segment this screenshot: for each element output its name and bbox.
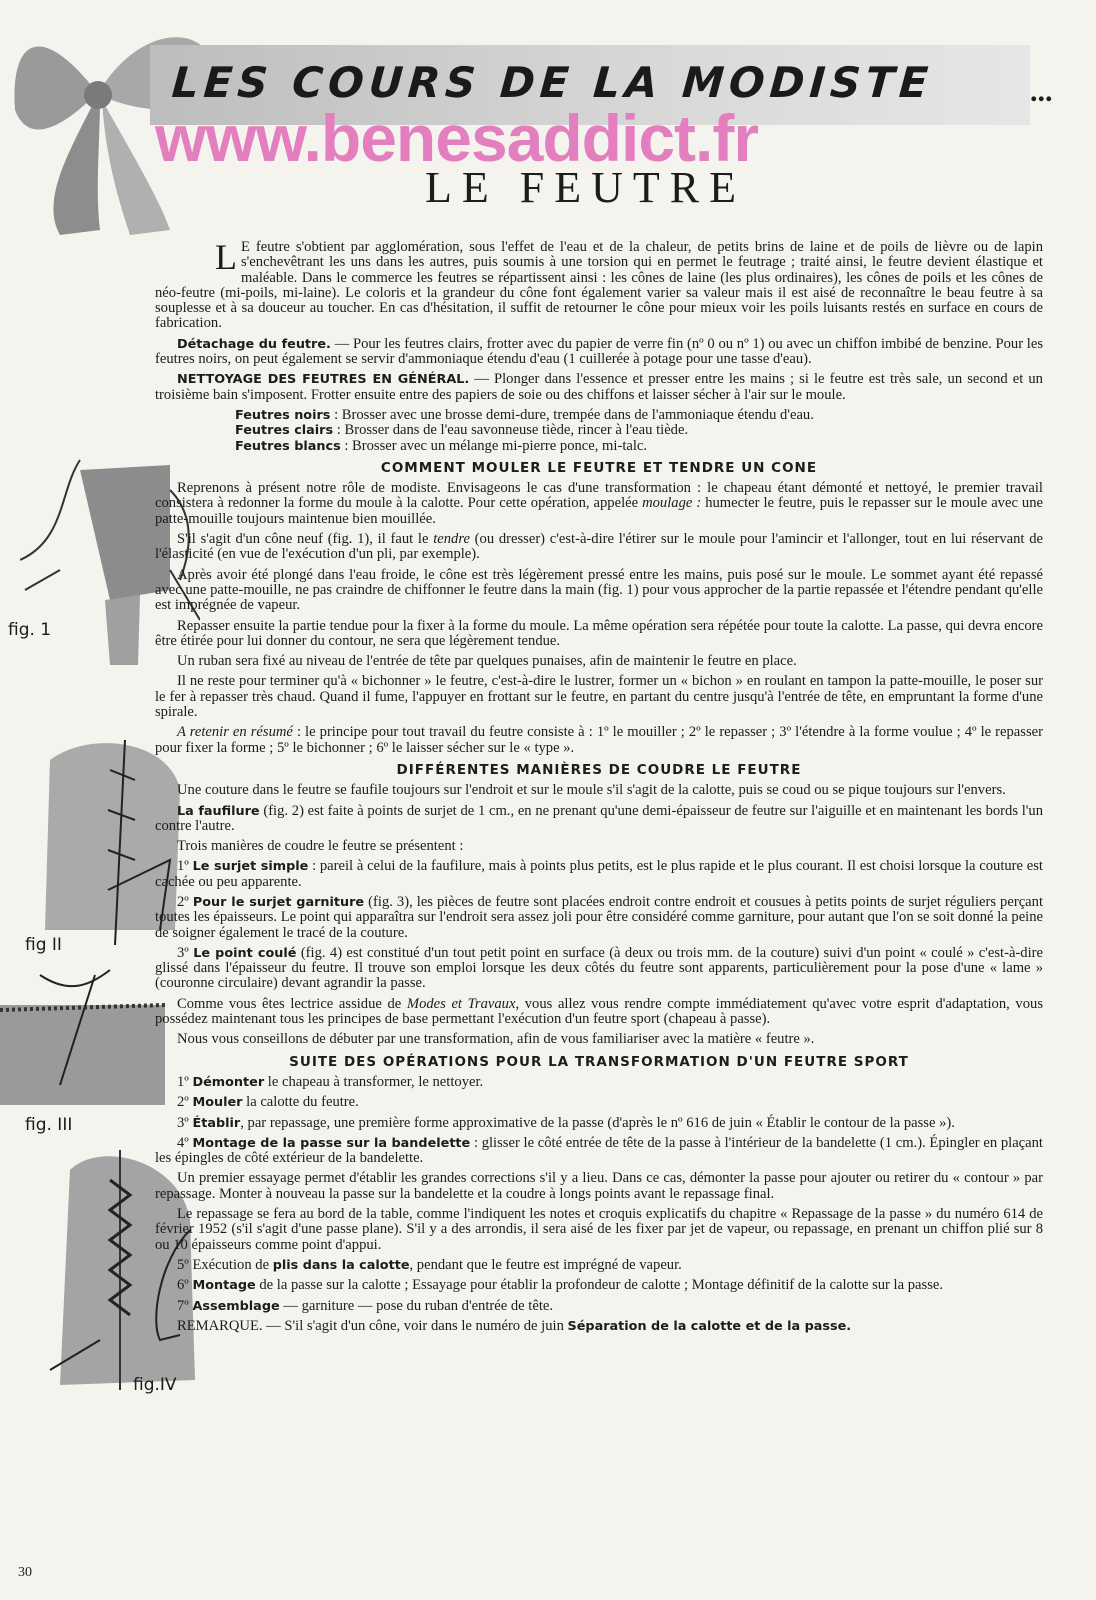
- paragraph: [155, 619, 1043, 650]
- text-run: : Brosser avec un mélange mi-pierre ponce, mi-talc.: [340, 437, 648, 454]
- figure-2-label: fig II: [25, 935, 62, 955]
- figure-4-label: fig.IV: [133, 1375, 177, 1395]
- text-run: , pendant que le feutre est imprégné de vapeur.: [409, 1256, 682, 1273]
- paragraph: [155, 997, 1043, 1028]
- section-heading: DIFFÉRENTES MANIÈRES DE COUDRE LE FEUTRE: [396, 761, 802, 778]
- text-run: 2º: [177, 893, 193, 910]
- text-run: , vous allez vous rendre compte immédiatement qu'avec votre esprit d'adaptation, vous possédez maintenant tous les principes de base permettant l'exécution d'un feutre sport (chapeau à passe).: [155, 995, 1044, 1028]
- paragraph: [155, 1075, 1043, 1090]
- text-run: : Brosser avec une brosse demi-dure, trempée dans de l'ammoniaque étendu d'eau.: [330, 406, 814, 423]
- article-subtitle: LE FEUTRE: [425, 163, 746, 212]
- bold-lead: Pour le surjet garniture: [192, 894, 365, 910]
- text-run: (fig. 4) est constitué d'un tout petit point en surface (à deux ou trois mm. de la couture) suivi d'un point « coulé » c'est-à-dire glissé dans l'épaisseur du feutre. Il trouve son emploi lorsque les deux côtés du feutre sont apparents, particulièrement pour la pose d'une « lame » (couronne circulaire) devant agrandir la passe.: [155, 944, 1043, 992]
- text-run: Un premier essayage permet d'établir les grandes corrections s'il y a lieu. Dans ce cas, démonter la passe pour ajouter ou retirer du « contour » par repassage. Monter à nouveau la passe sur la bandelette et la coudre à longs points avant le repassage final.: [155, 1170, 1043, 1202]
- text-run: 1º: [177, 858, 193, 875]
- italic-text: A retenir en résumé: [177, 724, 293, 741]
- text-run: : Brosser dans de l'eau savonneuse tiède, rincer à l'eau tiède.: [333, 422, 689, 439]
- text-run: 7º: [177, 1297, 193, 1314]
- bold-lead: Le point coulé: [193, 945, 297, 961]
- italic-text: Modes et Travaux: [406, 995, 516, 1012]
- bold-lead: Démonter: [192, 1074, 265, 1090]
- text-run: 3º: [177, 944, 194, 961]
- bold-lead: La faufilure: [177, 803, 260, 819]
- text-run: (ou dresser) c'est-à-dire l'étirer sur le moule pour l'amincir et l'allonger, tout en lui réservant de l'élasticité (en vue de l'exécution d'un pli, par exemple).: [155, 531, 1043, 563]
- page-number: 30: [18, 1565, 32, 1580]
- paragraph: [155, 1116, 1043, 1131]
- bold-lead: plis dans la calotte: [272, 1257, 410, 1273]
- paragraph: [155, 1299, 1043, 1314]
- bold-lead: Séparation de la calotte et de la passe.: [567, 1318, 852, 1334]
- paragraph: [155, 481, 1043, 527]
- figure-3-label: fig. III: [25, 1115, 73, 1135]
- paragraph: [155, 532, 1043, 563]
- section-heading: COMMENT MOULER LE FEUTRE ET TENDRE UN CONE: [380, 459, 818, 476]
- paragraph: [155, 568, 1043, 614]
- text-run: : glisser le côté entrée de tête de la passe à l'intérieur de la bandelette (1 cm.). Épingler en plaçant les épingles de côté extérieur de la bandelette.: [155, 1134, 1043, 1167]
- text-run: Nous vous conseillons de débuter par une transformation, afin de vous familiariser avec la matière « feutre ».: [177, 1031, 815, 1048]
- page-title: LES COURS DE LA MODISTE: [170, 58, 935, 107]
- list-item: [235, 423, 1043, 438]
- paragraph: [155, 372, 1043, 403]
- list-item: [235, 408, 1043, 423]
- bold-lead: Établir: [192, 1115, 241, 1131]
- cleaning-list: [235, 408, 1043, 454]
- paragraph: [155, 859, 1043, 890]
- text-run: 2º: [177, 1094, 193, 1111]
- text-run: Une couture dans le feutre se faufile toujours sur l'endroit et sur le moule s'il s'agit de la calotte, puis se coud ou se pique toujours sur l'envers.: [177, 782, 1006, 799]
- paragraph: [155, 804, 1043, 835]
- text-run: 6º: [177, 1277, 193, 1294]
- paragraph: [155, 1095, 1043, 1110]
- text-run: Le repassage se fera au bord de la table, comme l'indiquent les notes et croquis explicatifs du chapitre « Repassage de la passe » du numéro 614 de février 1952 (s'il s'agit d'une passe plane). S'il y a des arrondis, il sera aisé de les fixer par jet de vapeur, ou repassage, en prenant un chiffon plié sur 8 ou 10 épaisseurs comme point d'appui.: [155, 1206, 1043, 1253]
- text-run: — Plonger dans l'essence et presser entre les mains ; si le feutre est très sale, un second et un troisième bain s'imposent. Frotter ensuite entre des papiers de soie ou des chiffons et laisser sécher à l'air sur le moule.: [155, 371, 1043, 403]
- bold-lead: Le surjet simple: [192, 859, 309, 875]
- text-run: 1º: [177, 1073, 193, 1090]
- bold-lead: Montage de la passe sur la bandelette: [192, 1135, 471, 1151]
- text-run: : pareil à celui de la faufilure, mais à points plus petits, est le plus rapide et le plus courant. Il est choisi lorsque la couture est cachée ou peu apparente.: [155, 858, 1043, 890]
- figure-1-label: fig. 1: [8, 620, 52, 640]
- paragraph: [155, 674, 1043, 720]
- text-run: le chapeau à transformer, le nettoyer.: [264, 1073, 484, 1090]
- text-run: de la passe sur la calotte ; Essayage pour établir la profondeur de calotte ; Montage définitif de la calotte sur la passe.: [255, 1277, 943, 1294]
- bold-lead: Feutres blancs: [235, 438, 341, 454]
- paragraph: [155, 1136, 1043, 1167]
- bold-lead: Détachage du feutre.: [177, 336, 331, 352]
- italic-text: tendre: [433, 531, 470, 548]
- paragraph: [155, 1032, 1043, 1047]
- text-run: — Pour les feutres clairs, frotter avec du papier de verre fin (nº 0 ou nº 1) ou avec un chiffon imbibé de benzine. Pour les feutres noirs, on peut également se servir d'ammoniaque étendu d'eau (1 cuillerée à potage pour une tasse d'eau).: [155, 335, 1043, 368]
- paragraph: [155, 1207, 1043, 1253]
- paragraph: [155, 1171, 1043, 1202]
- bold-lead: NETTOYAGE DES FEUTRES EN GÉNÉRAL.: [177, 372, 470, 388]
- paragraph: [155, 946, 1043, 992]
- paragraph: [155, 895, 1043, 941]
- text-run: 5º Exécution de: [177, 1256, 273, 1273]
- paragraph: [155, 1319, 1043, 1334]
- list-item: [235, 439, 1043, 454]
- watermark: www.benesaddict.fr: [155, 101, 759, 175]
- text-run: , par repassage, une première forme approximative de la passe (d'après le nº 616 de juin « Établir le contour de la passe »).: [240, 1114, 955, 1131]
- text-run: Il ne reste pour terminer qu'à « bichonner » le feutre, c'est-à-dire le lustrer, former un « bichon » en roulant en tampon la patte-mouille, le poser sur le fer à repasser très chaud. Quand il fume, l'appuyer en frottant sur le feutre, en partant du centre jusqu'à l'entrée de tête, en empruntant la forme d'une spirale.: [155, 673, 1043, 721]
- text-run: Repasser ensuite la partie tendue pour la fixer à la forme du moule. La même opération sera répétée pour toute la calotte. La passe, qui devra encore être étirée pour lui donner du contour, ne sera que légèrement tendue.: [155, 617, 1043, 649]
- text-run: REMARQUE. — S'il s'agit d'un cône, voir dans le numéro de juin: [177, 1317, 568, 1334]
- section-heading: SUITE DES OPÉRATIONS POUR LA TRANSFORMATION D'UN FEUTRE SPORT: [289, 1053, 909, 1070]
- text-run: Comme vous êtes lectrice assidue de: [177, 995, 407, 1012]
- text-run: E feutre s'obtient par agglomération, sous l'effet de l'eau et de la chaleur, de petits brins de laine et de poils de lièvre ou de lapin s'enchevêtrant les uns dans les autres, puis soumis à une torsion qui en permet le feutrage ; traité ainsi, le feutre devient élastique et maléable. Dans le commerce les feutres se répartissent ainsi : les cônes de laine (les plus ordinaires), les cônes de poils et les cônes de néo-feutre (mi-poils, mi-laine). Le coloris et la grandeur du cône font également varier sa valeur mais il est aisé de reconnaître le beau feutre à sa souplesse et à sa douceur au toucher. En cas d'hésitation, il suffit de retourner le cône pour mieux voir les poils luisants restés en surface en cours de fabrication.: [155, 239, 1043, 332]
- text-run: Après avoir été plongé dans l'eau froide, le cône est très légèrement pressé entre les mains, puis posé sur le moule. Le sommet ayant été repassé avec une patte-mouille, ne pas craindre de chiffonner le feutre dans la main (fig. 1) pour vous approcher de la partie repassée et l'étendre pendant qu'elle est imprégnée de vapeur.: [155, 566, 1043, 614]
- text-run: Trois manières de coudre le feutre se présentent :: [177, 838, 464, 855]
- bold-lead: Montage: [192, 1278, 256, 1294]
- text-run: 3º: [177, 1114, 193, 1131]
- drop-cap: L: [215, 237, 237, 277]
- text-run: : le principe pour tout travail du feutre consiste à : 1º le mouiller ; 2º le repasser ; 3º l'étendre à la forme voulue ; 4º le repasser pour fixer la forme ; 5º le bichonner ; 6º le laisser sécher sur le « type ».: [155, 724, 1043, 756]
- text-run: — garniture — pose du ruban d'entrée de tête.: [279, 1297, 553, 1314]
- title-ellipsis: ...: [1030, 75, 1053, 108]
- text-run: Reprenons à présent notre rôle de modiste. Envisageons le cas d'une transformation : le chapeau étant démonté et nettoyé, le premier travail consistera à redonner la forme du moule à la calotte. Pour cette opération, appelée: [155, 480, 1043, 512]
- paragraph: [155, 725, 1043, 756]
- text-run: Un ruban sera fixé au niveau de l'entrée de tête par quelques punaises, afin de maintenir le feutre en place.: [177, 653, 797, 670]
- bold-lead: Mouler: [192, 1095, 243, 1111]
- figure-3-illustration: [0, 965, 170, 1115]
- paragraph: [155, 237, 1043, 332]
- paragraph: [155, 654, 1043, 669]
- paragraph: [155, 783, 1043, 798]
- bold-lead: Assemblage: [192, 1298, 280, 1314]
- text-run: la calotte du feutre.: [242, 1094, 359, 1111]
- bold-lead: Feutres noirs: [235, 407, 331, 423]
- text-run: humecter le feutre, puis le repasser sur le moule avec une patte-mouille toujours maintenue bien mouillée.: [155, 495, 1043, 527]
- paragraph: [155, 1258, 1043, 1273]
- text-run: (fig. 3), les pièces de feutre sont placées endroit contre endroit et cousues à petits points de surjet réguliers perçant toutes les épaisseurs. Le point qui apparaîtra sur l'endroit sera assez joli pour être considéré comme garniture, pour autant que l'on se soit donné la peine de soigner également le tracé de la couture.: [155, 893, 1044, 941]
- paragraph: [155, 839, 1043, 854]
- bold-lead: Feutres clairs: [235, 423, 334, 439]
- text-run: (fig. 2) est faite à points de surjet de 1 cm., en ne prenant qu'une demi-épaisseur de feutre sur l'aiguille et en maintenant les bords l'un contre l'autre.: [155, 802, 1044, 834]
- text-run: 4º: [177, 1134, 193, 1151]
- paragraph: [155, 337, 1043, 368]
- article-body: [155, 237, 1044, 1339]
- paragraph: [155, 1278, 1043, 1293]
- text-run: S'il s'agit d'un cône neuf (fig. 1), il faut le: [177, 531, 434, 548]
- italic-text: moulage :: [642, 495, 702, 512]
